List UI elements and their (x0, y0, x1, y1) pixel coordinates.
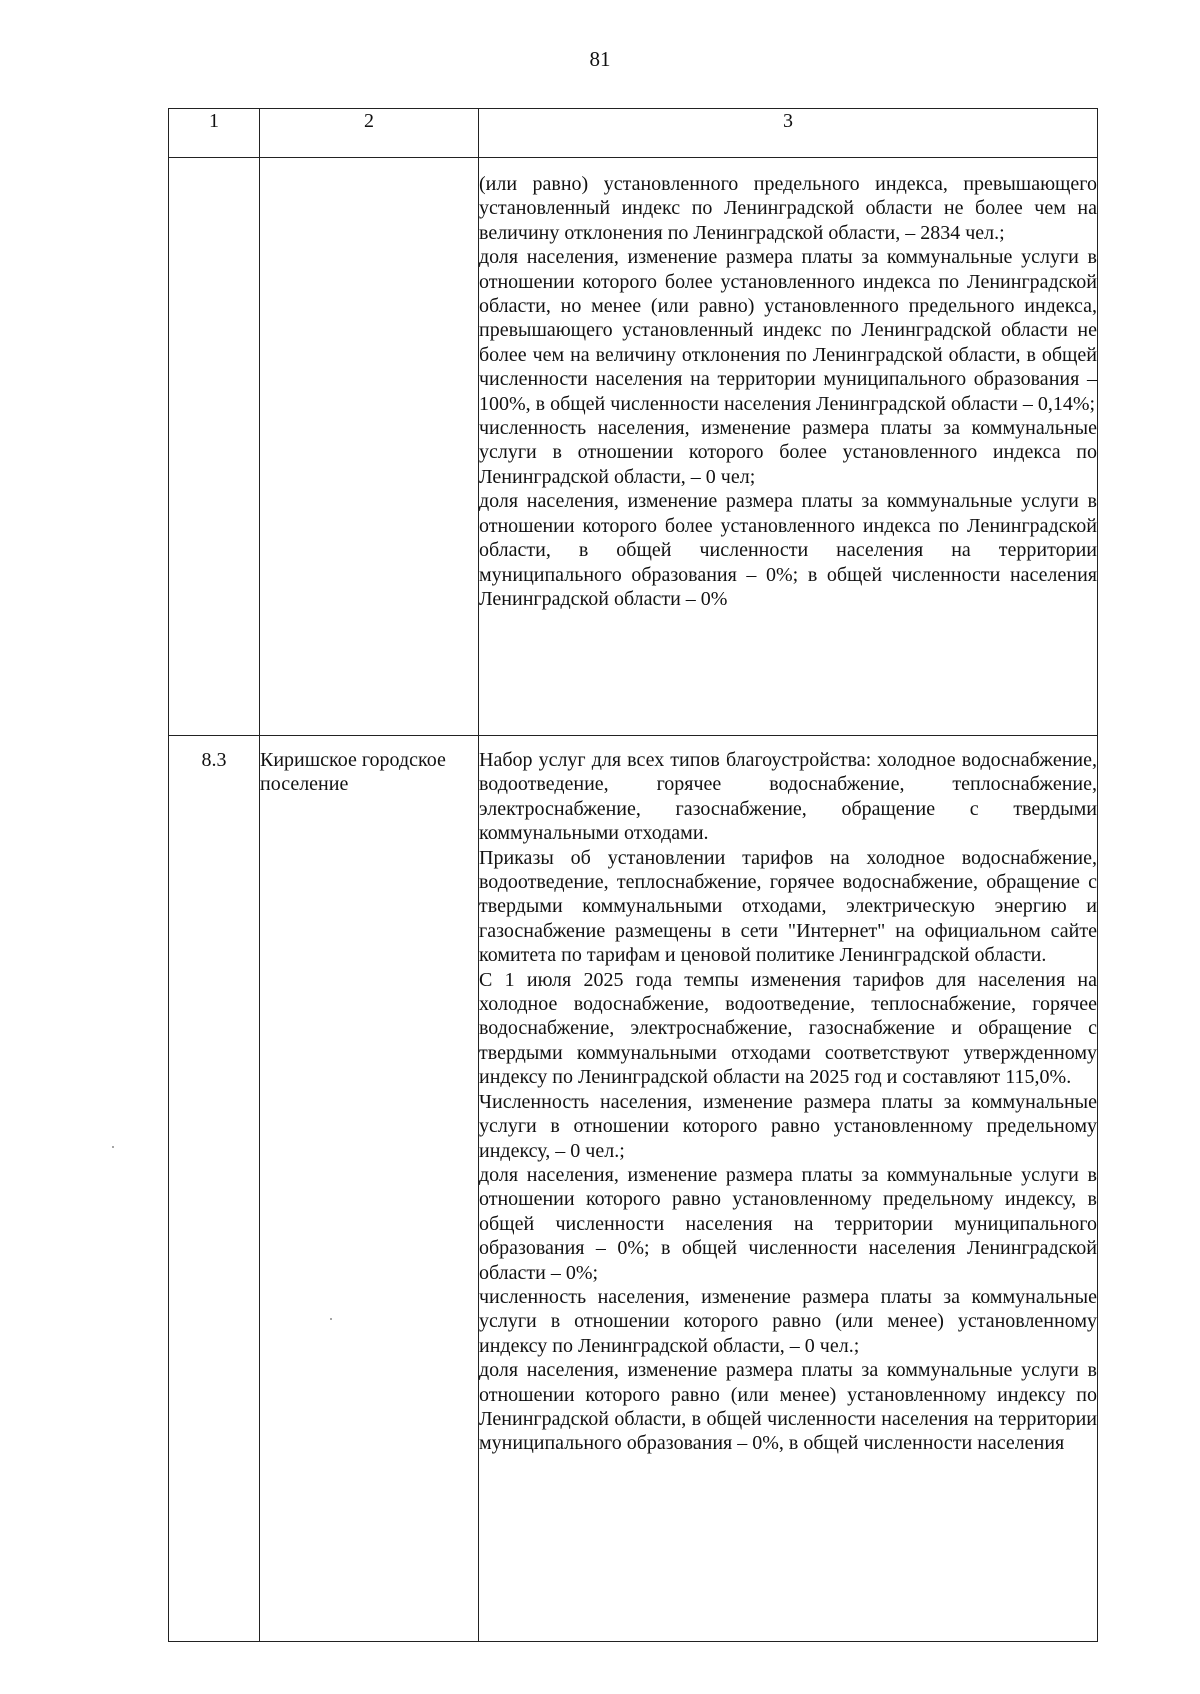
text-paragraph: Набор услуг для всех типов благоустройства: холодное водоснабжение, водоотведение, горячее водоснабжение, теплоснабжение, электроснабжение, газоснабжение, обращение с твердыми коммунальными отходами. (479, 749, 1097, 845)
page-number: 81 (589, 47, 611, 71)
document-table (168, 108, 1098, 1642)
header-cell-2: 2 (260, 109, 479, 158)
row-text-cell (479, 158, 1098, 736)
scan-speck (330, 1318, 332, 1320)
text-paragraph: доля населения, изменение размера платы за коммунальные услуги в отношении которого более установленного индекса по Ленинградской области, но менее (или равно) установленного предельного индекса, превышающего установленный индекс по Ленинградской области не более чем на величину отклонения по Ленинградской области, в общей численности населения на территории муниципального образования – 100%, в общей численности населения Ленинградской области – 0,14%; (479, 246, 1097, 415)
row-number-cell (169, 158, 260, 736)
text-paragraph: доля населения, изменение размера платы за коммунальные услуги в отношении которого равно (или менее) установленному индексу по Ленинградской области, в общей численности населения на территории муниципального образования – 0%, в общей численности населения (479, 1359, 1097, 1455)
text-paragraph: (или равно) установленного предельного индекса, превышающего установленный индекс по Ленинградской области не более чем на величину отклонения по Ленинградской области, – 2834 чел.; (479, 173, 1097, 244)
text-paragraph: численность населения, изменение размера платы за коммунальные услуги в отношении которого более установленного индекса по Ленинградской области, – 0 чел; (479, 417, 1097, 488)
text-paragraph: Численность населения, изменение размера платы за коммунальные услуги в отношении которого равно установленному предельному индексу, – 0 чел.; (479, 1090, 1097, 1162)
header-cell-3: 3 (479, 109, 1098, 158)
text-paragraph: Приказы об установлении тарифов на холодное водоснабжение, водоотведение, теплоснабжение, горячее водоснабжение, обращение с твердыми коммунальными отходами, электрическую энергию и газоснабжение размещены в сети "Интернет" на официальном сайте комитета по тарифам и ценовой политике Ленинградской области. (479, 846, 1097, 967)
text-paragraph: доля населения, изменение размера платы за коммунальные услуги в отношении которого более установленного индекса по Ленинградской области, в общей численности населения на территории муниципального образования – 0%; в общей численности населения Ленинградской области – 0% (479, 490, 1097, 610)
scan-speck (112, 1146, 114, 1148)
table-row (169, 158, 1098, 736)
table-header (169, 109, 1098, 158)
text-paragraph: доля населения, изменение размера платы за коммунальные услуги в отношении которого равно установленному предельному индексу, в общей численности населения на территории муниципального образования – 0%; в общей численности населения Ленинградской области – 0%; (479, 1163, 1097, 1284)
row-number-cell: 8.3 (169, 736, 260, 1642)
header-cell-1: 1 (169, 109, 260, 158)
text-paragraph: С 1 июля 2025 года темпы изменения тарифов для населения на холодное водоснабжение, водоотведение, теплоснабжение, горячее водоснабжение, электроснабжение, газоснабжение и обращение с твердыми коммунальными отходами соответствуют утвержденному индексу по Ленинградской области на 2025 год и составляют 115,0%. (479, 968, 1097, 1089)
row-name-cell: Киришское городское поселение (260, 736, 479, 1642)
text-paragraph: численность населения, изменение размера платы за коммунальные услуги в отношении которого равно (или менее) установленному индексу по Ленинградской области, – 0 чел.; (479, 1285, 1097, 1357)
row-name-cell (260, 158, 479, 736)
header-row (169, 109, 1098, 158)
row-text-cell (479, 736, 1098, 1642)
table-body (169, 158, 1098, 1642)
table-row (169, 736, 1098, 1642)
